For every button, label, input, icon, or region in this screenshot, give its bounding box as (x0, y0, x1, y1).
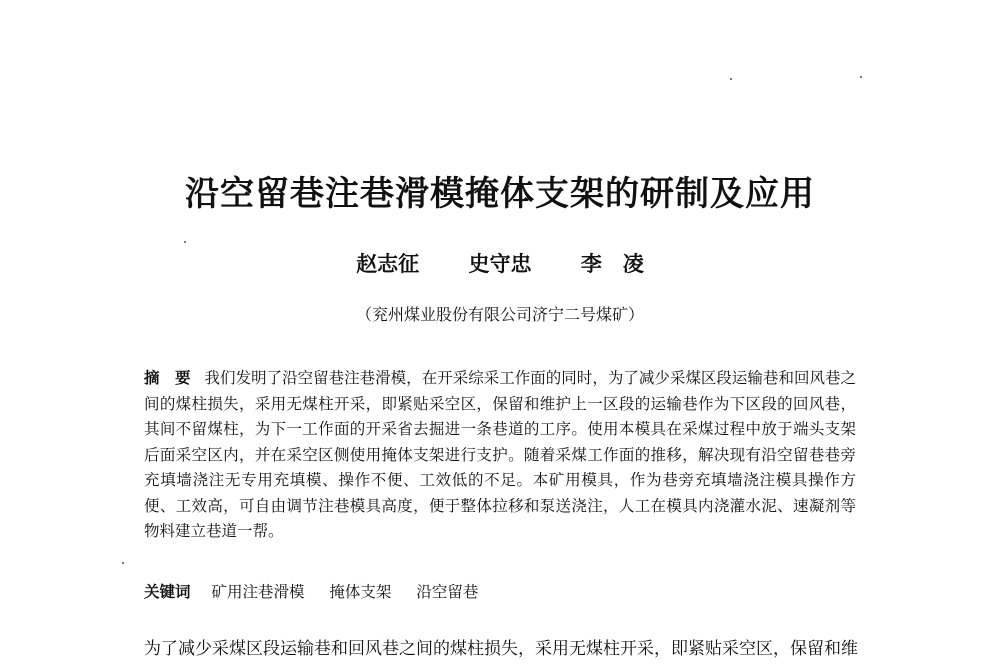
scan-speck (860, 76, 862, 78)
keyword-item: 矿用注巷滑模 (211, 583, 305, 601)
body-paragraph: 为了减少采煤区段运输巷和回风巷之间的煤柱损失，采用无煤柱开采，即紧贴采空区，保留和维 (144, 639, 858, 659)
scan-speck (184, 241, 186, 243)
author-list (0, 248, 1000, 278)
keyword-item: 掩体支架 (329, 583, 392, 601)
scan-speck (122, 562, 124, 564)
author-name: 史守忠 (468, 251, 532, 276)
keywords (144, 580, 856, 602)
paper-title: 沿空留巷注巷滑模掩体支架的研制及应用 (185, 174, 815, 214)
keyword-item: 沿空留巷 (416, 583, 479, 601)
keywords-label: 关键词 (144, 583, 191, 601)
scan-speck (730, 78, 732, 80)
author-affiliation: （兖州煤业股份有限公司济宁二号煤矿） (355, 305, 644, 324)
abstract (144, 366, 856, 545)
abstract-label: 摘 要 (144, 369, 191, 387)
author-name: 赵志征 (356, 251, 420, 276)
author-name: 李 凌 (580, 251, 644, 276)
abstract-text: 我们发明了沿空留巷注巷滑模，在开采综采工作面的同时，为了减少采煤区段运输巷和回风巷之间的煤柱损失，采用无煤柱开采，即紧贴采空区，保留和维护上一区段的运输巷作为下区段的回风巷，其间不留煤柱，为下一工作面的开采省去掘进一条巷道的工序。使用本模具在采煤过程中放于端头支架后面采空区内，并在采空区侧使用掩体支架进行支护。随着采煤工作面的推移，解决现有沿空留巷巷旁充填墙浇注无专用充填模、操作不便、工效低的不足。本矿用模具，作为巷旁充填墙浇注模具操作方便、工效高，可自由调节注巷模具高度，便于整体拉移和泵送浇注，人工在模具内浇灌水泥、速凝剂等物料建立巷道一帮。 (144, 369, 856, 540)
